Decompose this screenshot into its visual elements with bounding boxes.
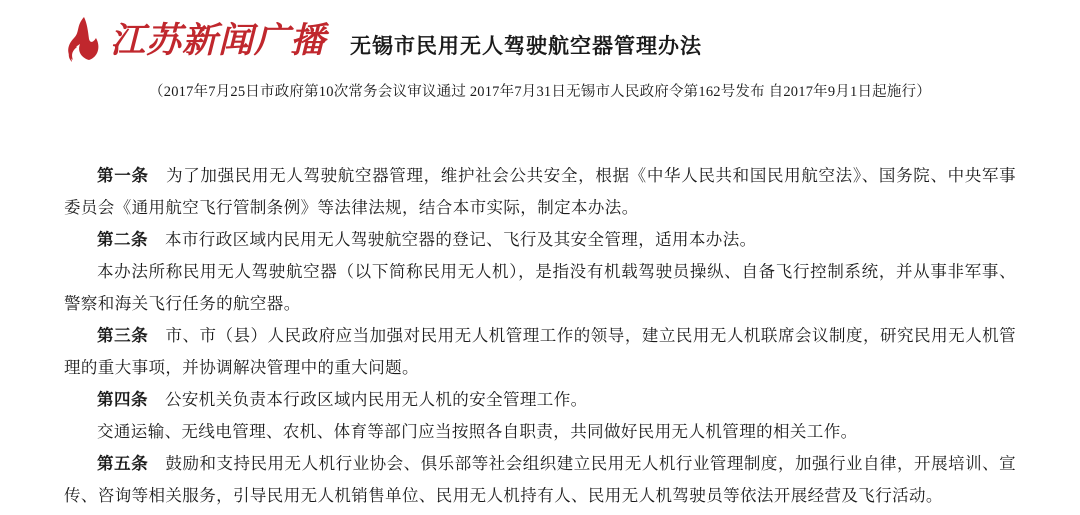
- article-label: 第二条: [97, 230, 148, 249]
- document-header: [0, 0, 1080, 100]
- station-logo: [58, 14, 326, 66]
- document-body: [64, 160, 1016, 512]
- article-paragraph: [64, 384, 1016, 416]
- article-paragraph: [64, 160, 1016, 224]
- flame-logo-icon: [58, 16, 104, 64]
- article-text: 交通运输、无线电管理、农机、体育等部门应当按照各自职责，共同做好民用无人机管理的相关工作。: [97, 422, 858, 441]
- station-logo-text: 江苏新闻广播: [110, 20, 327, 60]
- article-paragraph: [64, 416, 1016, 448]
- article-paragraph: [64, 448, 1016, 512]
- article-paragraph: [64, 320, 1016, 384]
- article-label: 第一条: [97, 166, 149, 185]
- article-text: 公安机关负责本行政区域内民用无人机的安全管理工作。: [165, 390, 588, 409]
- article-text: 为了加强民用无人驾驶航空器管理，维护社会公共安全，根据《中华人民共和国民用航空法》、国务院、中央军事委员会《通用航空飞行管制条例》等法律法规，结合本市实际，制定本办法。: [64, 166, 1017, 217]
- page-subtitle: （2017年7月25日市政府第10次常务会议审议通过 2017年7月31日无锡市人民政府令第162号发布 自2017年9月1日起施行）: [149, 84, 931, 100]
- article-label: 第五条: [97, 454, 149, 473]
- article-text: 本办法所称民用无人驾驶航空器（以下简称民用无人机），是指没有机载驾驶员操纵、自备飞行控制系统，并从事非军事、警察和海关飞行任务的航空器。: [64, 262, 1016, 313]
- article-paragraph: [64, 224, 1016, 256]
- article-paragraph: [64, 256, 1016, 320]
- article-text: 本市行政区域内民用无人驾驶航空器的登记、飞行及其安全管理，适用本办法。: [165, 230, 757, 249]
- article-text: 市、市（县）人民政府应当加强对民用无人机管理工作的领导，建立民用无人机联席会议制度，研究民用无人机管理的重大事项，并协调解决管理中的重大问题。: [64, 326, 1017, 377]
- article-label: 第四条: [97, 390, 148, 409]
- page-title: 无锡市民用无人驾驶航空器管理办法: [350, 34, 702, 58]
- article-text: 鼓励和支持民用无人机行业协会、俱乐部等社会组织建立民用无人机行业管理制度，加强行业自律，开展培训、宣传、咨询等相关服务，引导民用无人机销售单位、民用无人机持有人、民用无人机驾驶员等依法开展经营及飞行活动。: [64, 454, 1017, 505]
- article-label: 第三条: [97, 326, 149, 345]
